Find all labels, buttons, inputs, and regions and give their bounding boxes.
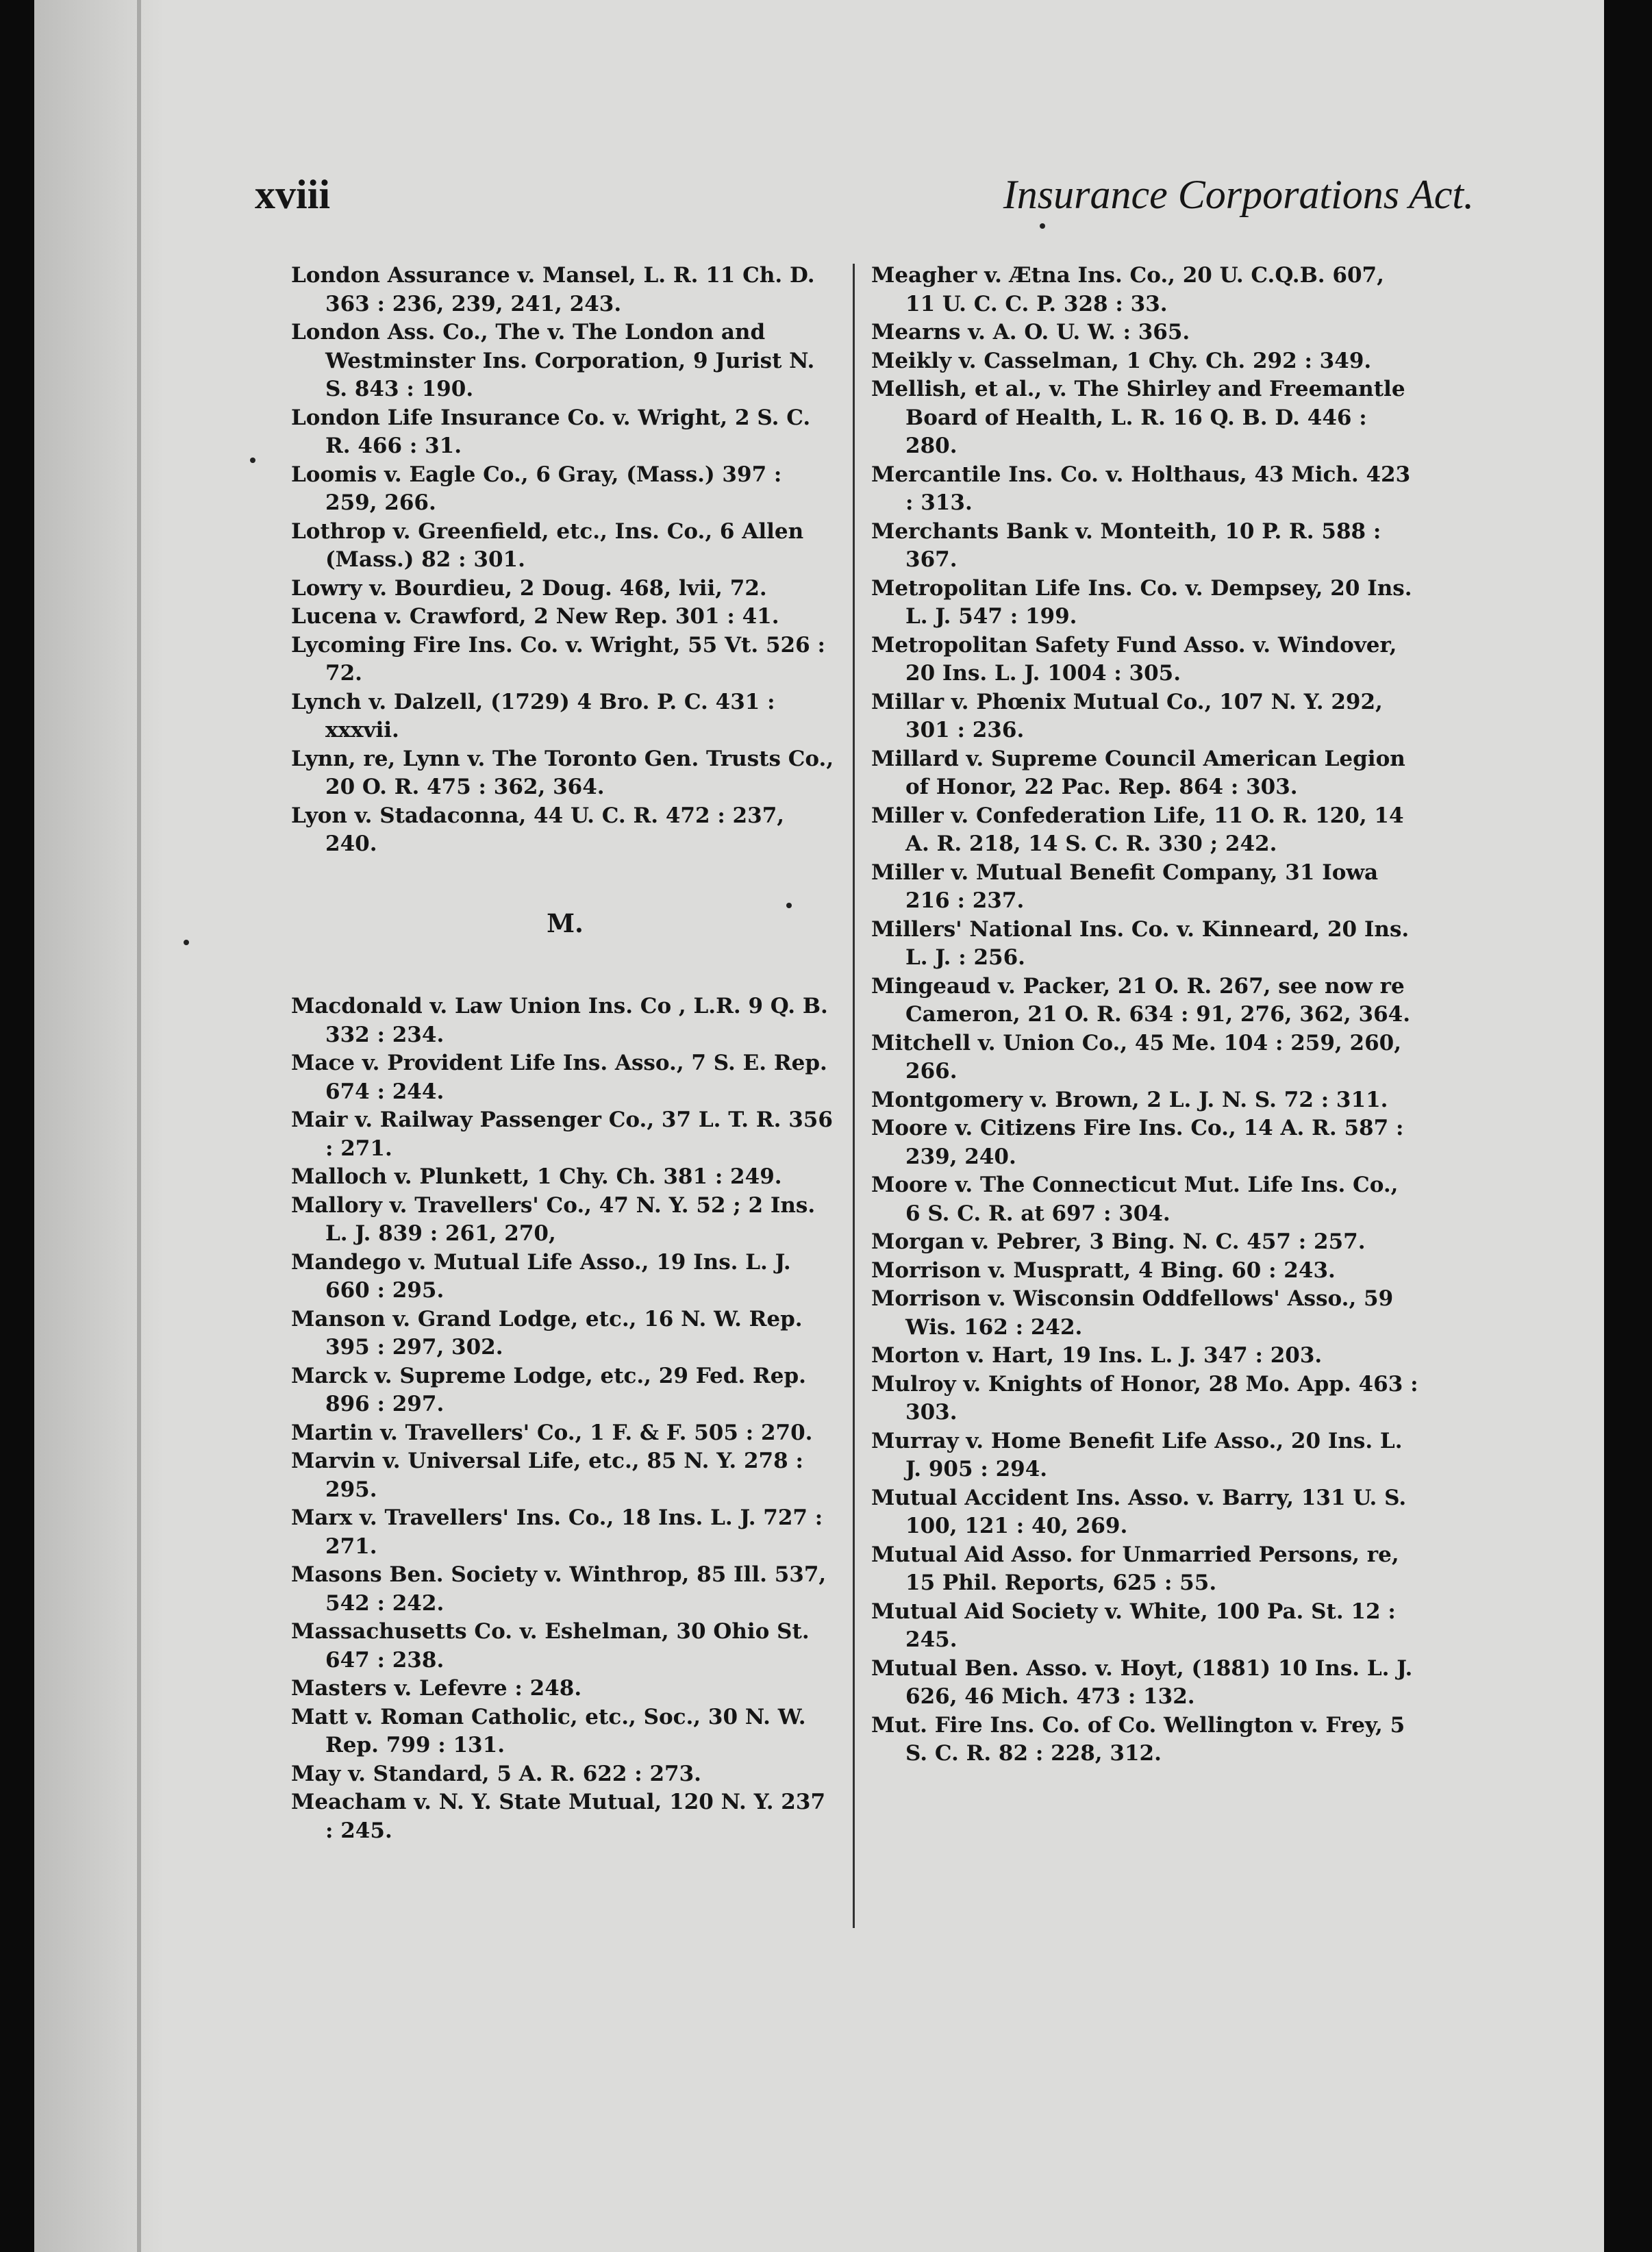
case-entry: Mearns v. A. O. U. W. : 365. <box>871 320 1190 345</box>
case-entry: London Ass. Co., The v. The London and Westminster Ins. Corporation, 9 Jurist N. S. 843 : 190. <box>291 320 815 401</box>
case-entry: Mace v. Provident Life Ins. Asso., 7 S. E. Rep. 674 : 244. <box>291 1051 827 1104</box>
case-entry: Malloch v. Plunkett, 1 Chy. Ch. 381 : 249. <box>291 1164 782 1189</box>
scan-speck <box>1040 223 1045 229</box>
case-entry: Morrison v. Muspratt, 4 Bing. 60 : 243. <box>871 1258 1336 1283</box>
page-fold-line <box>137 0 141 2252</box>
scan-speck <box>786 903 792 908</box>
right-column <box>871 262 1419 1768</box>
column-divider <box>853 264 855 1928</box>
case-entry: Manson v. Grand Lodge, etc., 16 N. W. Rep. 395 : 297, 302. <box>291 1306 803 1360</box>
case-entry: Montgomery v. Brown, 2 L. J. N. S. 72 : 311. <box>871 1087 1388 1112</box>
case-entry: Murray v. Home Benefit Life Asso., 20 Ins. L. J. 905 : 294. <box>871 1428 1403 1481</box>
case-entry: Mut. Fire Ins. Co. of Co. Wellington v. Frey, 5 S. C. R. 82 : 228, 312. <box>871 1712 1405 1766</box>
case-entry: Mallory v. Travellers' Co., 47 N. Y. 52 ; 2 Ins. L. J. 839 : 261, 270, <box>291 1192 816 1246</box>
case-entry: Masons Ben. Society v. Winthrop, 85 Ill. 537, 542 : 242. <box>291 1562 827 1616</box>
case-entry: London Life Insurance Co. v. Wright, 2 S. C. R. 466 : 31. <box>291 405 811 458</box>
case-entry: Massachusetts Co. v. Eshelman, 30 Ohio St. 647 : 238. <box>291 1619 810 1673</box>
case-entry: Meacham v. N. Y. State Mutual, 120 N. Y. 237 : 245. <box>291 1790 826 1843</box>
case-entry: London Assurance v. Mansel, L. R. 11 Ch. D. 363 : 236, 239, 241, 243. <box>291 263 815 316</box>
case-entry: Lycoming Fire Ins. Co. v. Wright, 55 Vt. 526 : 72. <box>291 632 825 686</box>
case-entry: Masters v. Lefevre : 248. <box>291 1676 582 1701</box>
left-entries-top <box>291 262 839 859</box>
case-entry: Loomis v. Eagle Co., 6 Gray, (Mass.) 397 : 259, 266. <box>291 462 782 515</box>
case-entry: Mandego v. Mutual Life Asso., 19 Ins. L. J. 660 : 295. <box>291 1249 791 1303</box>
case-entry: Lynch v. Dalzell, (1729) 4 Bro. P. C. 431 : xxxvii. <box>291 689 775 742</box>
page-number: xviii <box>255 172 331 217</box>
page-edge-shadow <box>34 0 164 2252</box>
scan-speck <box>184 940 189 945</box>
case-entry: Millard v. Supreme Council American Legion of Honor, 22 Pac. Rep. 864 : 303. <box>871 746 1405 799</box>
case-entry: Mingeaud v. Packer, 21 O. R. 267, see now re Cameron, 21 O. R. 634 : 91, 276, 362, 364. <box>871 973 1411 1027</box>
case-entry: Millers' National Ins. Co. v. Kinneard, 20 Ins. L. J. : 256. <box>871 916 1410 970</box>
case-entry: Lynn, re, Lynn v. The Toronto Gen. Trusts Co., 20 O. R. 475 : 362, 364. <box>291 746 834 799</box>
case-entry: Mutual Aid Society v. White, 100 Pa. St. 12 : 245. <box>871 1599 1396 1652</box>
case-entry: Mair v. Railway Passenger Co., 37 L. T. R. 356 : 271. <box>291 1108 833 1161</box>
case-entry: Marx v. Travellers' Ins. Co., 18 Ins. L. J. 727 : 271. <box>291 1505 823 1559</box>
case-entry: Martin v. Travellers' Co., 1 F. & F. 505 : 270. <box>291 1420 813 1445</box>
case-entry: Lyon v. Stadaconna, 44 U. C. R. 472 : 237, 240. <box>291 803 785 856</box>
case-entry: Marvin v. Universal Life, etc., 85 N. Y. 278 : 295. <box>291 1449 803 1502</box>
case-entry: Lucena v. Crawford, 2 New Rep. 301 : 41. <box>291 604 779 629</box>
case-entry: Mulroy v. Knights of Honor, 28 Mo. App. 463 : 303. <box>871 1371 1418 1425</box>
case-entry: Millar v. Phœnix Mutual Co., 107 N. Y. 292, 301 : 236. <box>871 689 1383 742</box>
case-entry: Mitchell v. Union Co., 45 Me. 104 : 259, 260, 266. <box>871 1030 1402 1084</box>
case-entry: Mutual Aid Asso. for Unmarried Persons, re, 15 Phil. Reports, 625 : 55. <box>871 1542 1399 1595</box>
case-entry: Miller v. Mutual Benefit Company, 31 Iowa 216 : 237. <box>871 860 1379 913</box>
case-entry: Morgan v. Pebrer, 3 Bing. N. C. 457 : 257. <box>871 1229 1366 1254</box>
case-entry: Meagher v. Ætna Ins. Co., 20 U. C.Q.B. 607, 11 U. C. C. P. 328 : 33. <box>871 263 1384 316</box>
scan-border <box>1604 0 1652 2252</box>
case-entry: Miller v. Confederation Life, 11 O. R. 120, 14 A. R. 218, 14 S. C. R. 330 ; 242. <box>871 803 1404 856</box>
case-entry: Mutual Accident Ins. Asso. v. Barry, 131 U. S. 100, 121 : 40, 269. <box>871 1485 1407 1538</box>
right-entries <box>871 262 1419 1768</box>
left-entries-bottom <box>291 992 839 1845</box>
case-entry: Moore v. The Connecticut Mut. Life Ins. Co., 6 S. C. R. at 697 : 304. <box>871 1173 1399 1226</box>
case-entry: Matt v. Roman Catholic, etc., Soc., 30 N. W. Rep. 799 : 131. <box>291 1704 806 1757</box>
case-entry: Metropolitan Safety Fund Asso. v. Windover, 20 Ins. L. J. 1004 : 305. <box>871 632 1397 686</box>
left-column <box>291 262 839 1845</box>
running-title: Insurance Corporations Act. <box>1003 172 1474 217</box>
case-entry: Morton v. Hart, 19 Ins. L. J. 347 : 203. <box>871 1343 1323 1368</box>
case-entry: Marck v. Supreme Lodge, etc., 29 Fed. Rep. 896 : 297. <box>291 1363 806 1416</box>
case-entry: Mercantile Ins. Co. v. Holthaus, 43 Mich. 423 : 313. <box>871 462 1411 515</box>
case-entry: Meikly v. Casselman, 1 Chy. Ch. 292 : 349. <box>871 348 1372 373</box>
running-header <box>255 171 1474 253</box>
case-entry: Moore v. Citizens Fire Ins. Co., 14 A. R. 587 : 239, 240. <box>871 1116 1404 1169</box>
case-entry: Mellish, et al., v. The Shirley and Freemantle Board of Health, L. R. 16 Q. B. D. 446 : 280. <box>871 377 1405 458</box>
case-entry: Macdonald v. Law Union Ins. Co , L.R. 9 Q. B. 332 : 234. <box>291 994 828 1047</box>
case-entry: Lowry v. Bourdieu, 2 Doug. 468, lvii, 72. <box>291 575 767 601</box>
case-entry: Lothrop v. Greenfield, etc., Ins. Co., 6 Allen (Mass.) 82 : 301. <box>291 518 804 572</box>
case-entry: Mutual Ben. Asso. v. Hoyt, (1881) 10 Ins. L. J. 626, 46 Mich. 473 : 132. <box>871 1655 1413 1709</box>
case-entry: May v. Standard, 5 A. R. 622 : 273. <box>291 1761 701 1786</box>
section-letter: M. <box>547 908 584 938</box>
case-entry: Merchants Bank v. Monteith, 10 P. R. 588 : 367. <box>871 518 1381 572</box>
scan-speck <box>250 458 255 463</box>
case-entry: Morrison v. Wisconsin Oddfellows' Asso., 59 Wis. 162 : 242. <box>871 1286 1394 1340</box>
case-entry: Metropolitan Life Ins. Co. v. Dempsey, 20 Ins. L. J. 547 : 199. <box>871 575 1412 629</box>
